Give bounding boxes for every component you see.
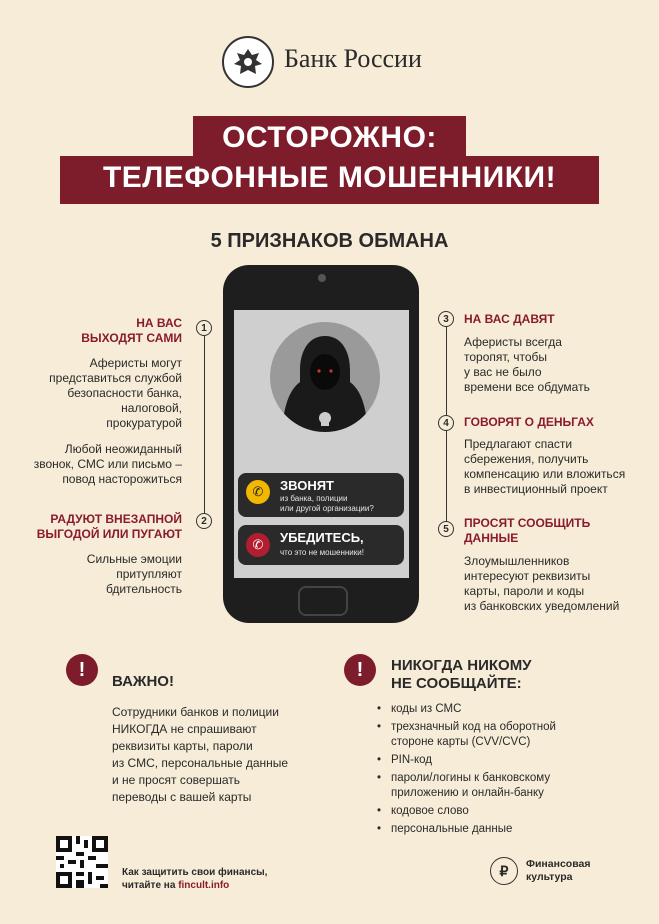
left-connector-line — [204, 336, 205, 513]
sign-number-3: 3 — [438, 311, 454, 327]
sign-3-title: НА ВАС ДАВЯТ — [464, 312, 555, 326]
important-warning-icon: ! — [66, 654, 98, 686]
incoming-call-card — [238, 473, 404, 517]
title-line-2: ТЕЛЕФОННЫЕ МОШЕННИКИ! — [60, 156, 599, 204]
subtitle: 5 ПРИЗНАКОВ ОБМАНА — [210, 230, 449, 252]
sign-1-text: Аферисты могут представиться службой безопасности банка, налоговой, прокуратурой — [49, 356, 182, 430]
call1-subtext: из банка, полиции или другой организации? — [280, 494, 374, 513]
never-item: • коды из СМС — [377, 702, 597, 717]
important-text: Сотрудники банков и полиции НИКОГДА не спрашивают реквизиты карты, пароли из СМС, персональные данные и не просят совершать переводы с вашей карты — [112, 705, 289, 804]
footer-text: Как защитить свои финансы, читайте на fincult.info — [122, 867, 268, 891]
fincult-link[interactable]: fincult.info — [178, 880, 230, 891]
sign-1-text-2: Любой неожиданный звонок, СМС или письмо – повод насторожиться — [33, 442, 182, 486]
important-title: ВАЖНО! — [112, 673, 174, 690]
never-title: НИКОГДА НИКОМУ НЕ СООБЩАЙТЕ: — [391, 657, 532, 692]
sign-2-text: Сильные эмоции притупляют бдительность — [86, 552, 182, 596]
never-item: • персональные данные — [377, 822, 597, 837]
sign-3 — [464, 312, 654, 395]
bank-emblem-icon — [222, 36, 274, 88]
sign-number-5: 5 — [438, 521, 454, 537]
sign-number-2: 2 — [196, 513, 212, 529]
sign-2 — [20, 512, 182, 597]
bank-name: Банк России — [284, 44, 422, 73]
never-item: • трехзначный код на оборотной стороне карты (CVV/CVC) — [377, 720, 597, 750]
never-item: • пароли/логины к банковскому приложению и онлайн-банку — [377, 771, 597, 801]
sign-5 — [464, 516, 654, 614]
sign-4-title: ГОВОРЯТ О ДЕНЬГАХ — [464, 415, 594, 429]
verify-call-card — [238, 525, 404, 565]
call1-title: ЗВОНЯТ — [280, 478, 334, 493]
ruble-logo-icon: ₽ — [490, 857, 518, 885]
sign-1-title: НА ВАС ВЫХОДЯТ САМИ — [81, 316, 182, 345]
sign-4-text: Предлагают спасти сбережения, получить компенсацию или вложиться в инвестиционный проект — [464, 437, 626, 496]
never-item: • PIN-код — [377, 753, 597, 768]
phone-hangup-icon[interactable]: ✆ — [246, 533, 270, 557]
never-item: • кодовое слово — [377, 804, 597, 819]
call2-subtext: что это не мошенники! — [280, 548, 364, 557]
sign-4 — [464, 415, 654, 497]
phone-home-button — [298, 586, 348, 616]
call2-title: УБЕДИТЕСЬ, — [280, 530, 364, 545]
hooded-scammer-icon — [270, 322, 380, 432]
title-line-1: ОСТОРОЖНО: — [193, 116, 466, 162]
sign-number-1: 1 — [196, 320, 212, 336]
never-list — [377, 702, 597, 840]
sign-1 — [20, 316, 182, 487]
sign-2-title: РАДУЮТ ВНЕЗАПНОЙ ВЫГОДОЙ ИЛИ ПУГАЮТ — [36, 512, 182, 541]
sign-5-text: Злоумышленников интересуют реквизиты карты, пароли и коды из банковских уведомлений — [464, 554, 620, 613]
sign-3-text: Аферисты всегда торопят, чтобы у вас не было времени все обдумать — [464, 335, 590, 394]
never-warning-icon: ! — [344, 654, 376, 686]
financial-culture-brand: Финансовая культура — [526, 858, 591, 883]
phone-answer-icon[interactable]: ✆ — [246, 480, 270, 504]
sign-number-4: 4 — [438, 415, 454, 431]
qr-code-icon[interactable] — [56, 836, 108, 888]
phone-camera — [318, 274, 326, 282]
sign-5-title: ПРОСЯТ СООБЩИТЬ ДАННЫЕ — [464, 516, 591, 545]
